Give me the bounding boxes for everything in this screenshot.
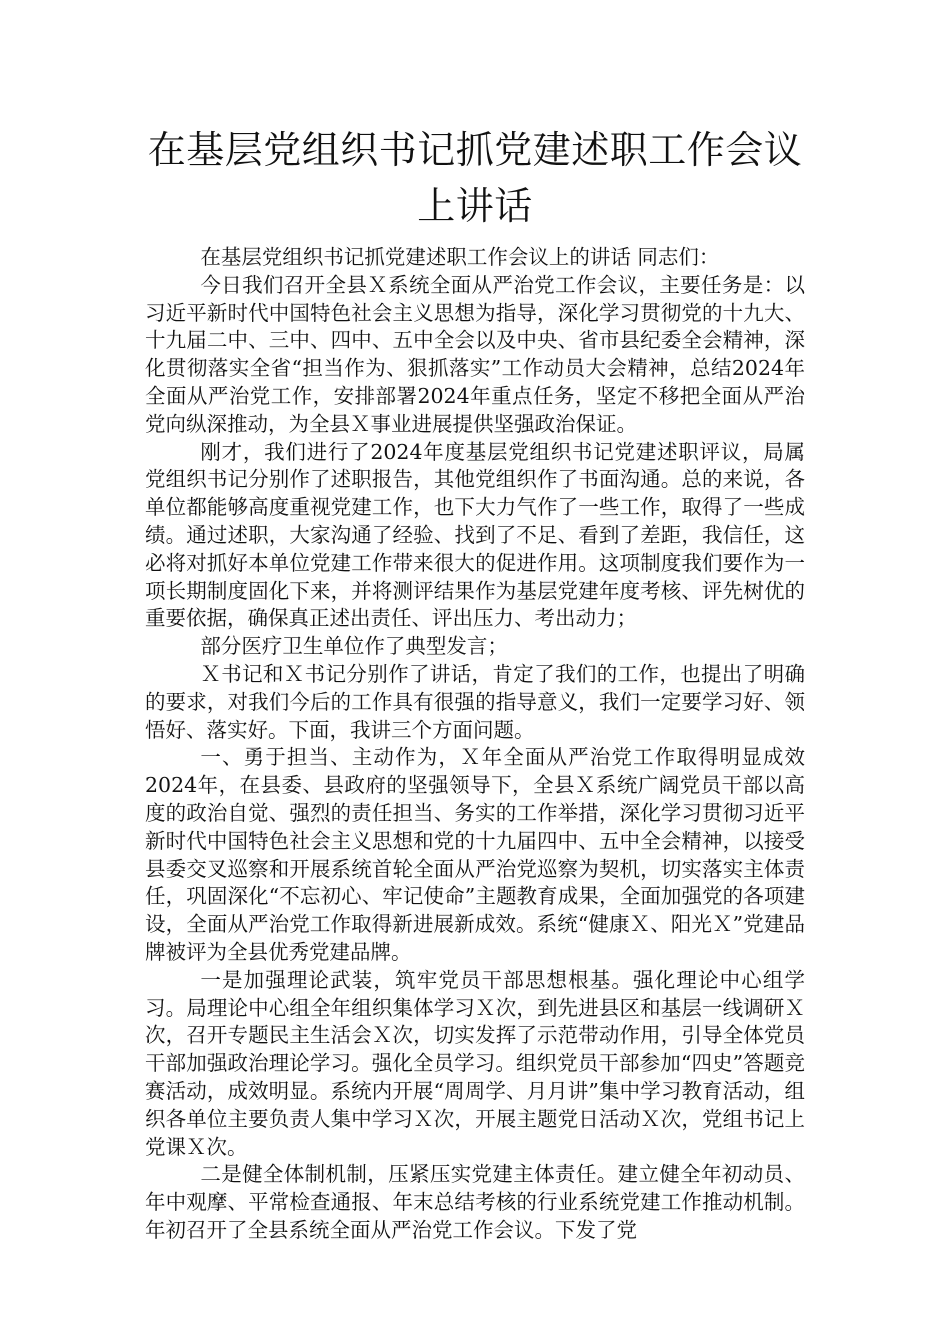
body-paragraph: 二是健全体制机制，压紧压实党建主体责任。建立健全年初动员、年中观摩、平常检查通报、年末总结考核的行业系统党建工作推动机制。年初召开了全县系统全面从严治党工作会议。下发了党 <box>145 1162 805 1242</box>
body-paragraph: Ｘ书记和Ｘ书记分别作了讲话，肯定了我们的工作，也提出了明确的要求，对我们今后的工作具有很强的指导意义，我们一定要学习好、领悟好、落实好。下面，我讲三个方面问题。 <box>145 661 805 742</box>
body-paragraph: 今日我们召开全县Ｘ系统全面从严治党工作会议，主要任务是：以习近平新时代中国特色社会主义思想为指导，深化学习贯彻党的十九大、十九届二中、三中、四中、五中全会以及中央、省市县纪委全会精神，深化贯彻落实全省“担当作为、狠抓落实”工作动员大会精神，总结2024年全面从严治党工作，安排部署2024年重点任务，坚定不移把全面从严治党向纵深推动，为全县Ｘ事业进展提供坚强政治保证。 <box>145 272 805 436</box>
document-body <box>145 244 805 1245</box>
document-title: 在基层党组织书记抓党建述职工作会议上讲话 <box>147 128 803 228</box>
greeting-paragraph: 在基层党组织书记抓党建述职工作会议上的讲话 同志们： <box>200 245 720 269</box>
body-paragraph: 刚才，我们进行了2024年度基层党组织书记党建述职评议，局属党组织书记分别作了述职报告，其他党组织作了书面沟通。总的来说，各单位都能够高度重视党建工作，也下大力气作了一些工作，取得了一些成绩。通过述职，大家沟通了经验、找到了不足、看到了差距，我信任，这必将对抓好本单位党建工作带来很大的促进作用。这项制度我们要作为一项长期制度固化下来，并将测评结果作为基层党建年度考核、评先树优的重要依据，确保真正述出责任、评出压力、考出动力； <box>145 439 805 631</box>
body-paragraph: 部分医疗卫生单位作了典型发言； <box>200 634 508 659</box>
body-paragraph: 一是加强理论武装，筑牢党员干部思想根基。强化理论中心组学习。局理论中心组全年组织集体学习Ｘ次，到先进县区和基层一线调研Ｘ次，召开专题民主生活会Ｘ次，切实发挥了示范带动作用，引导全体党员干部加强政治理论学习。强化全员学习。组织党员干部参加“四史”答题竞赛活动，成效明显。系统内开展“周周学、月月讲”集中学习教育活动，组织各单位主要负责人集中学习Ｘ次，开展主题党日活动Ｘ次，党组书记上党课Ｘ次。 <box>145 967 805 1159</box>
section-heading-paragraph: 一、勇于担当、主动作为，Ｘ年全面从严治党工作取得明显成效 2024年，在县委、县政府的坚强领导下，全县Ｘ系统广阔党员干部以高度的政治自觉、强烈的责任担当、务实的工作举措，深化学习贯彻习近平新时代中国特色社会主义思想和党的十九届四中、五中全会精神，以接受县委交叉巡察和开展系统首轮全面从严治党巡察为契机，切实落实主体责任，巩固深化“不忘初心、牢记使命”主题教育成果，全面加强党的各项建设，全面从严治党工作取得新进展新成效。系统“健康Ｘ、阳光Ｘ”党建品牌被评为全县优秀党建品牌。 <box>145 745 805 964</box>
